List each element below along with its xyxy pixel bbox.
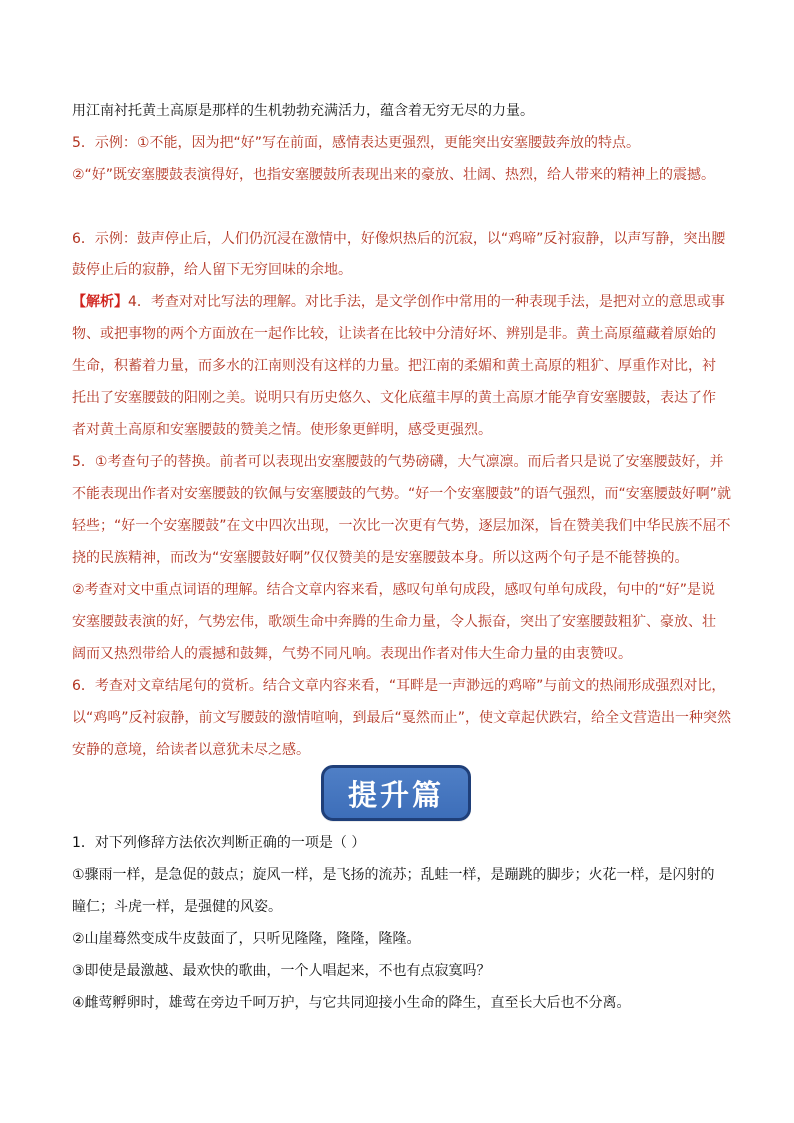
analysis-line: 不能表现出作者对安塞腰鼓的钦佩与安塞腰鼓的气势。“好一个安塞腰鼓”的语气强烈，而“安塞腰鼓好啊”就	[72, 486, 732, 502]
analysis-line: 安静的意境，给读者以意犹未尽之感。	[72, 742, 310, 758]
analysis-line: 托出了安塞腰鼓的阳刚之美。说明只有历史悠久、文化底蕴丰厚的黄土高原才能孕育安塞腰鼓，表达了作	[72, 390, 716, 406]
question-line: ④雌莺孵卵时，雄莺在旁边千呵万护，与它共同迎接小生命的降生，直至长大后也不分离。	[72, 995, 631, 1011]
analysis-line: 阔而又热烈带给人的震撼和鼓舞，气势不同凡响。表现出作者对伟大生命力量的由衷赞叹。	[72, 646, 632, 662]
analysis-line: 安塞腰鼓表演的好，气势宏伟，歌颂生命中奔腾的生命力量，令人振奋，突出了安塞腰鼓粗犷、豪放、壮	[72, 614, 716, 630]
analysis-line: ②考查对文中重点词语的理解。结合文章内容来看，感叹句单句成段，感叹句单句成段，句中的“好”是说	[72, 582, 716, 598]
analysis-line: 5．①考查句子的替换。前者可以表现出安塞腰鼓的气势磅礴，大气凛凛。而后者只是说了安塞腰鼓好，并	[72, 454, 724, 470]
question-line: 瞳仁；斗虎一样，是强健的风姿。	[72, 899, 282, 915]
answer-line: 鼓停止后的寂静，给人留下无穷回味的余地。	[72, 262, 352, 278]
answer-line: 5．示例：①不能，因为把“好”写在前面，感情表达更强烈，更能突出安塞腰鼓奔放的特点。	[72, 135, 640, 151]
answer-line: 6．示例：鼓声停止后，人们仍沉浸在激情中，好像炽热后的沉寂，以“鸡啼”反衬寂静，以声写静，突出腰	[72, 231, 726, 247]
section-banner: 提升篇	[321, 765, 471, 821]
text-line: 用江南衬托黄土高原是那样的生机勃勃充满活力，蕴含着无穷无尽的力量。	[72, 103, 534, 119]
analysis-line: 以“鸡鸣”反衬寂静，前文写腰鼓的激情喧响，到最后“戛然而止”，使文章起伏跌宕，给全文营造出一种突然	[72, 710, 732, 726]
analysis-line: 挠的民族精神，而改为“安塞腰鼓好啊”仅仅赞美的是安塞腰鼓本身。所以这两个句子是不能替换的。	[72, 550, 689, 566]
analysis-line: 物、或把事物的两个方面放在一起作比较，让读者在比较中分清好坏、辨别是非。黄土高原蕴藏着原始的	[72, 326, 716, 342]
analysis-line	[72, 292, 725, 312]
question-line: ③即使是最激越、最欢快的歌曲，一个人唱起来，不也有点寂寞吗？	[72, 963, 491, 979]
answer-line: ②“好”既安塞腰鼓表演得好，也指安塞腰鼓所表现出来的豪放、壮阔、热烈，给人带来的精神上的震撼。	[72, 167, 716, 183]
analysis-text: 4．考查对对比写法的理解。对比手法，是文学创作中常用的一种表现手法，是把对立的意思或事	[128, 294, 725, 310]
question-line: 1．对下列修辞方法依次判断正确的一项是（ ）	[72, 835, 366, 851]
question-line: ①骤雨一样，是急促的鼓点；旋风一样，是飞扬的流苏；乱蛙一样，是蹦跳的脚步；火花一样，是闪射的	[72, 867, 715, 883]
analysis-line: 者对黄土高原和安塞腰鼓的赞美之情。使形象更鲜明，感受更强烈。	[72, 422, 492, 438]
analysis-line: 6．考查对文章结尾句的赏析。结合文章内容来看，“耳畔是一声渺远的鸡啼”与前文的热闹形成强烈对比，	[72, 678, 726, 694]
analysis-line: 轻些；“好一个安塞腰鼓”在文中四次出现，一次比一次更有气势，逐层加深，旨在赞美我们中华民族不屈不	[72, 518, 731, 534]
question-line: ②山崖蓦然变成牛皮鼓面了，只听见隆隆，隆隆，隆隆。	[72, 931, 421, 947]
analysis-line: 生命，积蓄着力量，而多水的江南则没有这样的力量。把江南的柔媚和黄土高原的粗犷、厚重作对比，衬	[72, 358, 716, 374]
analysis-tag: 【解析】	[72, 294, 128, 310]
